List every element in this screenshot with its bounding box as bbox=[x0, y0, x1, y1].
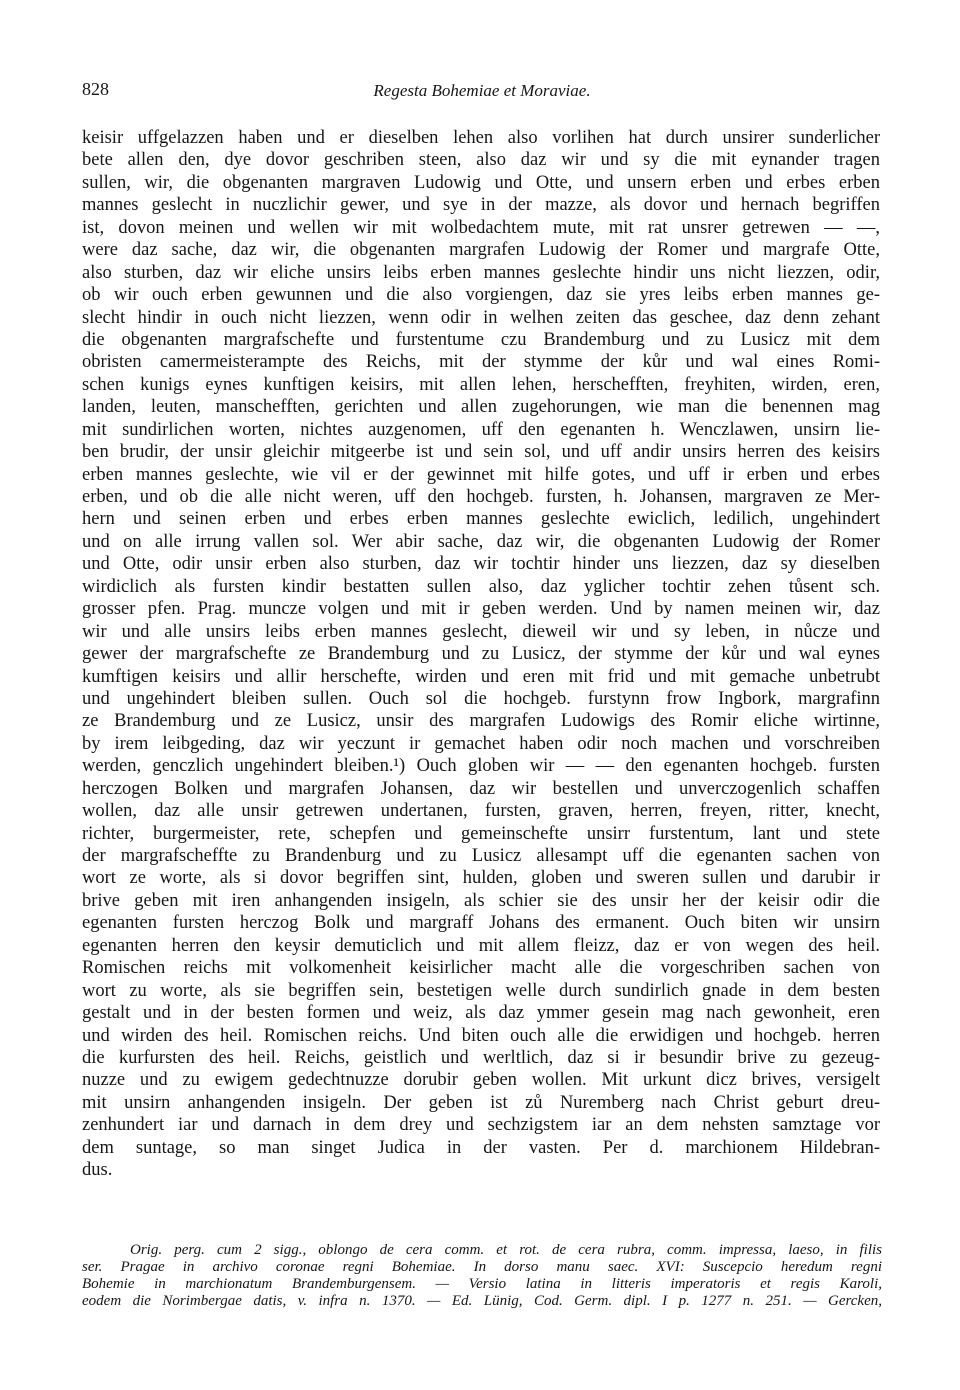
running-title: Regesta Bohemiae et Moraviae. bbox=[373, 81, 591, 100]
footnote-line: eodem die Norimbergae datis, v. infra n. 1370. — Ed. Lünig, Cod. Germ. dipl. I p. 1277 n. 251. — Gercken, bbox=[82, 1293, 882, 1309]
body-line: were daz sache, daz wir, die obgenanten margrafen Ludowig der Romer und margrafe Otte, bbox=[82, 240, 880, 261]
body-line: slecht hindir in ouch nicht liezzen, wenn odir in welhen zeiten das geschee, daz denn zehant bbox=[82, 307, 880, 328]
body-line: bete allen den, dye dovor geschriben steen, also daz wir und sy die mit eynander tragen bbox=[82, 150, 880, 171]
body-line: die kurfursten des heil. Reichs, geistlich und werltlich, daz si ir besundir brive zu gezeug- bbox=[82, 1047, 880, 1068]
body-line: schen kunigs eynes kunftigen keisirs, mit allen lehen, herschefften, freyhiten, wirden, eren, bbox=[82, 374, 880, 395]
body-line: und wirden des heil. Romischen reichs. Und biten ouch alle die erwidigen und hochgeb. herren bbox=[82, 1025, 880, 1046]
document-body bbox=[82, 127, 880, 1204]
body-line: grosser pfen. Prag. muncze volgen und mit ir geben werden. Und by namen meinen wir, daz bbox=[82, 599, 880, 620]
body-line: gestalt und in der besten formen und weiz, als daz ymmer gesein mag nach gewonheit, eren bbox=[82, 1003, 880, 1024]
body-line: obristen camermeisterampte des Reichs, mit der stymme der kůr und wal eines Romi- bbox=[82, 352, 880, 373]
body-line: mit unsirn anhangenden insigeln. Der geben ist zů Nuremberg nach Christ geburt dreu- bbox=[82, 1092, 880, 1113]
body-line: mit sundirlichen worten, nichtes auzgenomen, uff den egenanten h. Wenczlawen, unsirn lie- bbox=[82, 419, 880, 440]
body-line: ob wir ouch erben gewunnen und die also vorgiengen, daz sie yres leibs erben mannes ge- bbox=[82, 285, 880, 306]
body-line: mannes geslecht in nuczlichir gewer, und sye in der mazze, als dovor und hernach begriffen bbox=[82, 195, 880, 216]
footnote-line: ser. Pragae in archivo coronae regni Bohemiae. In dorso manu saec. XVI: Suscepcio heredum regni bbox=[82, 1259, 882, 1275]
body-line: richter, burgermeister, rete, schepfen und gemeinschefte unsirr furstentum, lant und stete bbox=[82, 823, 880, 844]
body-line: egenanten herren den keysir demuticlich und mit allem fleizz, daz er von wegen des heil. bbox=[82, 935, 880, 956]
body-line: dus. bbox=[82, 1160, 113, 1181]
body-line: hern und seinen erben und erbes erben mannes geslechte ewiclich, ledilich, ungehindert bbox=[82, 509, 880, 530]
body-line: gewer der margrafschefte ze Brandemburg und zu Lusicz, der stymme der kůr und wal eynes bbox=[82, 644, 880, 665]
body-line: by irem leibgeding, daz wir yeczunt ir gemachet haben odir noch machen und vorschreiben bbox=[82, 733, 880, 754]
body-line: und on alle irrung vallen sol. Wer abir sache, daz wir, die obgenanten Ludowig der Romer bbox=[82, 531, 880, 552]
body-line: sullen, wir, die obgenanten margraven Ludowig und Otte, und unsern erben und erbes erben bbox=[82, 172, 880, 193]
body-line: der margrafscheffte zu Brandenburg und zu Lusicz allesampt uff die egenanten sachen von bbox=[82, 846, 880, 866]
body-line: nuzze und zu ewigem gedechtnuzze dorubir geben wollen. Mit urkunt dicz brives, versigelt bbox=[82, 1070, 880, 1091]
body-line: ze Brandemburg und ze Lusicz, unsir des margrafen Ludowigs des Romir eliche wirtinne, bbox=[82, 711, 880, 732]
body-line: wollen, daz alle unsir getrewen undertanen, fursten, graven, herren, freyen, ritter, knecht, bbox=[82, 801, 880, 822]
body-line: herczogen Bolken und margrafen Johansen, daz wir bestellen und unverczogenlich schaffen bbox=[82, 778, 880, 799]
body-line: und ungehindert bleiben sullen. Ouch sol die hochgeb. furstynn frow Ingbork, margrafinn bbox=[82, 688, 880, 709]
body-line: keisir uffgelazzen haben und er dieselben lehen also vorlihen hat durch unsirer sunderlicher bbox=[82, 128, 880, 148]
footnote-line: Orig. perg. cum 2 sigg., oblongo de cera comm. et rot. de cera rubra, comm. impressa, laeso, in filis bbox=[130, 1242, 882, 1258]
body-line: kumftigen keisirs und allir herschefte, wirden und eren mit frid und mit gemache unbetrubt bbox=[82, 666, 880, 687]
body-line: dem suntage, so man singet Judica in der vasten. Per d. marchionem Hildebran- bbox=[82, 1137, 880, 1158]
body-line: landen, leuten, manschefften, gerichten und allen zugehorungen, wie man die benennen mag bbox=[82, 397, 880, 418]
page-number: 828 bbox=[82, 79, 109, 99]
body-line: und Otte, odir unsir erben also sturben, daz wir tochtir hinder uns liezzen, daz sy dieselben bbox=[82, 554, 880, 575]
body-line: also sturben, daz wir eliche unsirs leibs erben mannes geslechte hindir uns nicht liezzen, odir, bbox=[82, 262, 880, 283]
body-line: wort zu worte, als sie begriffen sein, bestetigen welle durch sundirlich gnade in dem besten bbox=[82, 980, 880, 1001]
editorial-note bbox=[82, 1242, 882, 1310]
body-line: wirdiclich als fursten kindir bestatten sullen also, daz yglicher tochtir zehen tůsent sch. bbox=[82, 576, 880, 597]
body-line bbox=[82, 1182, 880, 1204]
body-line: egenanten fursten herczog Bolk und margraff Johans des ermanent. Ouch biten wir unsirn bbox=[82, 913, 880, 934]
body-line: erben, und ob die alle nicht weren, uff den hochgeb. fursten, h. Johansen, margraven ze Mer- bbox=[82, 487, 880, 507]
body-line: werden, genczlich ungehindert bleiben.¹) Ouch globen wir — — den egenanten hochgeb. fursten bbox=[82, 756, 880, 777]
body-line: wir und alle unsirs leibs erben mannes geslecht, dieweil wir und sy leben, in nůcze und bbox=[82, 621, 880, 642]
body-line: ben brudir, der unsir gleichir mitgeerbe ist und sein sol, und uff andir unsirs herren des keisirs bbox=[82, 442, 880, 463]
body-line: erben mannes geslechte, wie vil er der gewinnet mit hilfe gotes, und uff ir erben und erbes bbox=[82, 464, 880, 485]
page-header bbox=[82, 79, 882, 105]
footnote-line: Bohemie in marchionatum Brandemburgensem. — Versio latina in litteris imperatoris et regis Karoli, bbox=[82, 1276, 882, 1292]
body-line: Romischen reichs mit volkomenheit keisirlicher macht alle die vorgeschriben sachen von bbox=[82, 958, 880, 979]
body-line: die obgenanten margrafschefte und furstentume czu Brandemburg und zu Lusicz mit dem bbox=[82, 329, 880, 350]
body-line: brive geben mit iren anhangenden insigeln, als schier sie des unsir her der keisir odir die bbox=[82, 890, 880, 911]
body-line: wort ze worte, als si dovor begriffen sint, hulden, globen und sweren sullen und darubir ir bbox=[82, 868, 880, 889]
body-line: zenhundert iar und darnach in dem drey und sechzigstem iar an dem nehsten samztage vor bbox=[82, 1115, 880, 1136]
body-line: ist, dovon meinen und wellen wir mit wolbedachtem mute, mit rat unsrer getrewen — —, bbox=[82, 217, 880, 238]
